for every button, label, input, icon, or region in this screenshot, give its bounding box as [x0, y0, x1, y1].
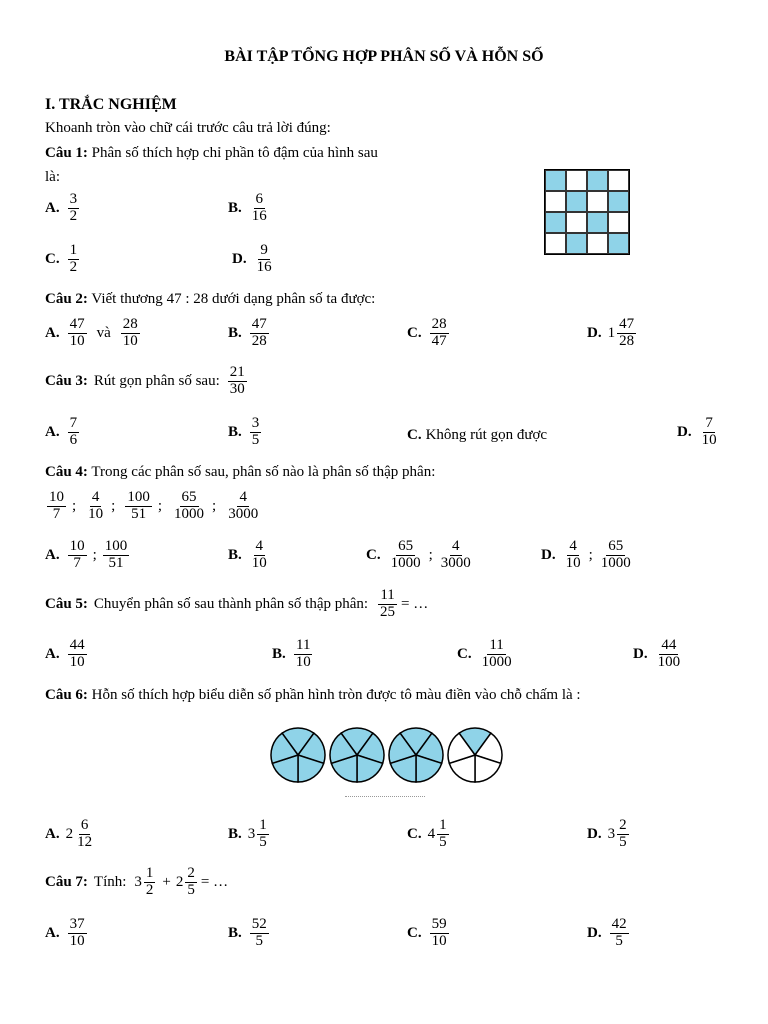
denominator: 3000 [228, 505, 259, 522]
q2-option-d[interactable] [587, 317, 638, 350]
grid-cell [608, 233, 629, 254]
grid-cell [566, 233, 587, 254]
q3-option-c[interactable] [407, 427, 547, 444]
fraction [255, 243, 274, 276]
grid-cell [545, 233, 566, 254]
conjunction: và [96, 324, 111, 341]
numerator: 100 [127, 489, 150, 505]
whole-part: 1 [607, 324, 616, 341]
question-3 [45, 365, 249, 398]
fraction [700, 416, 719, 449]
equals-ellipsis: = … [200, 873, 229, 890]
numerator: 11 [489, 637, 504, 653]
fraction [68, 539, 87, 572]
numerator: 44 [661, 637, 677, 653]
pie-circle [271, 728, 325, 782]
denominator: 10 [88, 505, 104, 522]
numerator: 28 [122, 316, 138, 332]
option-label: C. [366, 546, 381, 563]
mixed-number [608, 317, 639, 350]
option-label: B. [228, 825, 242, 842]
question-text: Hỗn số thích hợp biểu diễn số phần hình tròn được tô màu điền vào chỗ chấm là : [91, 687, 581, 703]
q6-option-c[interactable] [407, 818, 451, 851]
fraction [617, 317, 636, 350]
grid-cell [545, 170, 566, 191]
denominator: 12 [77, 833, 93, 850]
grid-cell [587, 233, 608, 254]
denominator: 16 [251, 207, 267, 224]
numerator: 4 [569, 538, 577, 554]
fraction [68, 317, 87, 350]
mixed-number [66, 818, 97, 851]
q6-option-b[interactable] [228, 818, 271, 851]
numerator: 4 [239, 489, 247, 505]
fraction [294, 638, 313, 671]
denominator: 1000 [600, 554, 631, 571]
fraction [250, 416, 262, 449]
numerator: 47 [69, 316, 85, 332]
fraction [437, 818, 449, 851]
question-4 [45, 464, 435, 481]
numerator: 65 [608, 538, 624, 554]
grid-cell [608, 170, 629, 191]
question-text: Phân số thích hợp chỉ phần tô đậm của hình sau [91, 145, 378, 161]
denominator: 5 [615, 932, 623, 949]
denominator: 5 [439, 833, 447, 850]
option-label: A. [45, 825, 60, 842]
fraction [121, 317, 140, 350]
numerator: 7 [705, 415, 713, 431]
q1-option-a[interactable] [45, 192, 81, 225]
denominator: 10 [69, 332, 85, 349]
pie-circle [330, 728, 384, 782]
denominator: 2 [145, 881, 154, 898]
denominator: 28 [251, 332, 267, 349]
whole-part: 3 [607, 825, 616, 842]
question-label: Câu 6: [45, 687, 88, 703]
fraction [250, 317, 269, 350]
option-text: Không rút gọn được [425, 427, 548, 443]
q3-option-b[interactable] [228, 416, 263, 449]
fraction [599, 539, 633, 572]
denominator: 10 [69, 932, 85, 949]
numerator: 1 [439, 817, 447, 833]
option-label: D. [587, 324, 602, 341]
option-label: C. [407, 427, 422, 443]
numerator: 100 [104, 538, 128, 554]
numerator: 52 [251, 916, 267, 932]
q3-option-d[interactable] [677, 416, 721, 449]
question-label: Câu 4: [45, 464, 88, 480]
numerator: 4 [91, 489, 100, 505]
option-label: D. [587, 825, 602, 842]
q5-option-d[interactable] [633, 638, 684, 671]
option-label: A. [45, 324, 60, 341]
mixed-number [428, 818, 451, 851]
q1-option-d[interactable] [232, 243, 276, 276]
fraction [257, 818, 269, 851]
numerator: 2 [619, 817, 627, 833]
denominator: 51 [108, 554, 124, 571]
option-label: A. [45, 645, 60, 662]
grid-cell [608, 191, 629, 212]
whole-part: 3 [247, 825, 256, 842]
grid-cell [587, 170, 608, 191]
q7-option-a[interactable] [45, 917, 89, 950]
fraction [439, 539, 473, 572]
separator: ; [428, 546, 433, 563]
option-label: D. [587, 924, 602, 941]
mixed-number [134, 866, 157, 899]
numerator: 42 [611, 916, 627, 932]
question-label: Câu 1: [45, 145, 88, 161]
separator: ; [92, 546, 97, 563]
denominator: 2 [69, 207, 78, 224]
numerator: 1 [69, 242, 78, 258]
numerator: 10 [49, 489, 64, 505]
q4-option-d[interactable] [541, 539, 635, 572]
grid-cell [566, 191, 587, 212]
denominator: 2 [69, 258, 78, 275]
separator: ; [72, 497, 77, 514]
option-label: D. [232, 250, 247, 267]
denominator: 10 [295, 653, 311, 670]
q2-option-a[interactable] [45, 317, 142, 350]
numerator: 11 [296, 637, 311, 653]
division-expression: 47 : 28 [166, 291, 209, 307]
denominator: 7 [73, 554, 81, 571]
denominator: 5 [187, 881, 195, 898]
option-label: B. [272, 645, 286, 662]
q1-option-c[interactable] [45, 243, 81, 276]
mixed-number [248, 818, 271, 851]
question-label: Câu 7: [45, 873, 88, 890]
fraction [430, 317, 449, 350]
separator: ; [157, 497, 163, 514]
denominator: 5 [251, 431, 260, 448]
q6-option-d[interactable] [587, 818, 631, 851]
q7-option-c[interactable] [407, 917, 451, 950]
fraction [144, 866, 156, 899]
grid-cell [587, 191, 608, 212]
numerator: 65 [398, 538, 414, 554]
fraction [389, 539, 423, 572]
fraction [68, 416, 80, 449]
option-label: C. [407, 324, 422, 341]
grid-cell [587, 212, 608, 233]
numerator: 6 [80, 817, 89, 833]
fraction [86, 490, 105, 523]
whole-part: 4 [427, 825, 436, 842]
numerator: 37 [69, 916, 85, 932]
pie-circle [389, 728, 443, 782]
q6-option-a[interactable] [45, 818, 96, 851]
whole-part: 2 [175, 873, 184, 890]
numerator: 2 [187, 865, 195, 881]
shaded-grid-figure [544, 169, 630, 255]
denominator: 10 [431, 932, 447, 949]
q7-option-b[interactable] [228, 917, 271, 950]
question-label: Câu 3: [45, 372, 88, 389]
fraction [47, 490, 66, 523]
q2-option-b[interactable] [228, 317, 271, 350]
fraction [75, 818, 94, 851]
question-2 [45, 291, 375, 308]
q5-option-c[interactable] [457, 638, 516, 671]
denominator: 5 [619, 833, 627, 850]
question-1-text-cont: là: [45, 169, 60, 185]
fraction [185, 866, 197, 899]
fraction [617, 818, 629, 851]
q4-option-b[interactable] [228, 539, 271, 572]
option-label: B. [228, 546, 242, 563]
fraction [125, 490, 152, 523]
denominator: 30 [229, 380, 245, 397]
numerator: 11 [380, 587, 395, 603]
fraction [610, 917, 629, 950]
grid-cell [566, 212, 587, 233]
question-label: Câu 2: [45, 291, 88, 307]
question-6 [45, 687, 581, 704]
dotted-divider [345, 796, 425, 797]
q5-option-a[interactable] [45, 638, 89, 671]
question-5 [45, 588, 428, 621]
fraction [250, 539, 269, 572]
denominator: 51 [131, 505, 147, 522]
numerator: 7 [69, 415, 78, 431]
question-text-end: dưới dạng phân số ta được: [211, 291, 376, 307]
option-label: A. [45, 546, 60, 563]
question-text: Rút gọn phân số sau: [93, 372, 220, 389]
question-text: Trong các phân số sau, phân số nào là phân số thập phân: [91, 464, 436, 480]
option-label: D. [677, 423, 692, 440]
page-title: BÀI TẬP TỔNG HỢP PHÂN SỐ VÀ HỖN SỐ [224, 48, 544, 65]
equals-ellipsis: = … [401, 595, 429, 612]
grid-cell [608, 212, 629, 233]
numerator: 3 [251, 415, 260, 431]
q1-option-b[interactable] [228, 192, 271, 225]
denominator: 10 [122, 332, 138, 349]
denominator: 1000 [390, 554, 421, 571]
option-label: C. [45, 250, 60, 267]
q4-option-a[interactable] [45, 539, 131, 572]
denominator: 1000 [174, 505, 205, 522]
fraction [228, 365, 247, 398]
numerator: 59 [431, 916, 447, 932]
numerator: 10 [69, 538, 85, 554]
numerator: 1 [145, 865, 154, 881]
q5-option-b[interactable] [272, 638, 315, 671]
section-heading: I. TRẮC NGHIỆM [45, 96, 177, 113]
fraction [172, 490, 206, 523]
denominator: 47 [431, 332, 447, 349]
option-label: B. [228, 324, 242, 341]
grid-cell [545, 212, 566, 233]
option-label: D. [541, 546, 556, 563]
whole-part: 2 [65, 825, 74, 842]
option-label: B. [228, 423, 242, 440]
fraction [226, 490, 260, 523]
pie-circle [448, 728, 502, 782]
option-label: D. [633, 645, 648, 662]
numerator: 4 [452, 538, 460, 554]
plus-sign: + [162, 873, 171, 890]
option-label: A. [45, 199, 60, 216]
mixed-number [176, 866, 199, 899]
numerator: 1 [259, 817, 267, 833]
fraction [430, 917, 449, 950]
denominator: 28 [619, 332, 635, 349]
pie-circles-figure [268, 724, 508, 786]
denominator: 5 [255, 932, 264, 949]
whole-part: 3 [134, 873, 142, 890]
denominator: 6 [69, 431, 78, 448]
fraction [68, 243, 80, 276]
grid-cell [545, 191, 566, 212]
numerator: 44 [69, 637, 85, 653]
numerator: 47 [619, 316, 635, 332]
numerator: 65 [181, 489, 197, 505]
question-text: Chuyển phân số sau thành phân số thập phân: [93, 595, 369, 612]
q3-option-a[interactable] [45, 416, 81, 449]
numerator: 9 [260, 242, 268, 258]
q2-option-c[interactable] [407, 317, 451, 350]
grid-cell [566, 170, 587, 191]
fraction-list [45, 489, 262, 523]
question-text: Viết thương [91, 291, 163, 307]
denominator: 7 [52, 505, 61, 522]
fraction [68, 638, 87, 671]
denominator: 3000 [440, 554, 471, 571]
question-label: Câu 5: [45, 595, 88, 612]
question-1 [45, 145, 378, 162]
fraction [103, 539, 130, 572]
question-text: Tính: [93, 873, 127, 890]
fraction [68, 917, 87, 950]
denominator: 10 [701, 431, 717, 448]
numerator: 21 [229, 364, 245, 380]
numerator: 28 [431, 316, 447, 332]
fraction [68, 192, 80, 225]
separator: ; [588, 546, 593, 563]
q7-option-d[interactable] [587, 917, 631, 950]
fraction [250, 192, 269, 225]
numerator: 3 [69, 191, 78, 207]
separator: ; [212, 497, 217, 514]
fraction [250, 917, 269, 950]
separator: ; [111, 497, 116, 514]
numerator: 47 [251, 316, 267, 332]
q4-option-c[interactable] [366, 539, 475, 572]
option-label: A. [45, 924, 60, 941]
option-label: B. [228, 924, 242, 941]
option-label: B. [228, 199, 242, 216]
fraction [480, 638, 514, 671]
denominator: 10 [565, 554, 581, 571]
numerator: 4 [255, 538, 264, 554]
denominator: 100 [657, 653, 681, 670]
fraction [378, 588, 397, 621]
numerator: 6 [255, 191, 264, 207]
denominator: 16 [256, 258, 272, 275]
fraction [656, 638, 683, 671]
denominator: 10 [69, 653, 85, 670]
option-label: A. [45, 423, 60, 440]
question-7 [45, 866, 228, 899]
denominator: 25 [380, 603, 396, 620]
option-label: C. [407, 825, 422, 842]
fraction [564, 539, 583, 572]
option-label: C. [407, 924, 422, 941]
option-label: C. [457, 645, 472, 662]
denominator: 5 [259, 833, 267, 850]
instruction-text: Khoanh tròn vào chữ cái trước câu trả lời đúng: [45, 120, 331, 136]
mixed-number [608, 818, 631, 851]
denominator: 10 [251, 554, 267, 571]
denominator: 1000 [481, 653, 512, 670]
